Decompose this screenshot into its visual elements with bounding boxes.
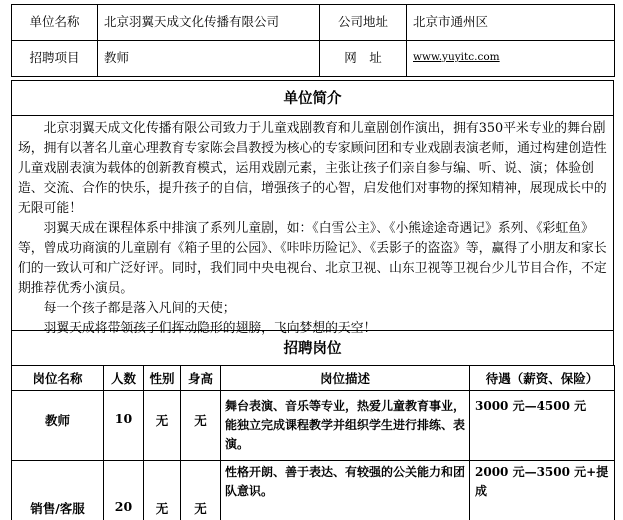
job-description: 舞台表演、音乐等专业，热爱儿童教育事业，能独立完成课程教学并组织学生进行排练、表演。	[221, 391, 470, 461]
job-description: 性格开朗、善于表达、有较强的公关能力和团队意识。	[221, 461, 470, 520]
intro-paragraph: 每一个孩子都是落入凡间的天使；	[43, 301, 236, 316]
company-info-row	[12, 5, 615, 41]
job-height: 无	[181, 391, 221, 461]
jobs-header-row	[12, 366, 615, 391]
header-height: 身高	[181, 366, 221, 391]
address-value: 北京市通州区	[407, 5, 615, 41]
position-label: 招聘项目	[12, 41, 98, 77]
website-label: 网 址	[320, 41, 407, 77]
jobs-section-header	[11, 330, 614, 366]
job-pay: 2000 元—3500 元+提成	[470, 461, 615, 520]
header-job-name: 岗位名称	[12, 366, 104, 391]
company-info-table	[11, 4, 615, 77]
website-link[interactable]: www.yuyitc.com	[413, 51, 500, 63]
intro-title: 单位简介	[12, 81, 613, 116]
job-name: 教师	[12, 391, 104, 461]
jobs-table	[11, 365, 615, 520]
intro-paragraph: 羽翼天成将带领孩子们挥动隐形的翅膀，飞向梦想的天空！	[43, 321, 377, 336]
address-label: 公司地址	[320, 5, 407, 41]
job-gender: 无	[144, 391, 181, 461]
company-intro-section	[11, 80, 614, 345]
company-name-value: 北京羽翼天成文化传播有限公司	[98, 5, 320, 41]
header-gender: 性别	[144, 366, 181, 391]
website-cell	[407, 41, 615, 77]
job-count: 20	[104, 461, 144, 520]
intro-paragraph: 北京羽翼天成文化传播有限公司致力于儿童戏剧教育和儿童剧创作演出，拥有350平米专业的舞台剧场，拥有以著名儿童心理教育专家陈会昌教授为核心的专家顾问团和专业戏剧表演老师，通过构建创造性儿童戏剧表演为载体的创新教育模式，运用戏剧元素，主张让孩子们亲自参与编、听、说、演；体验创造、交流、合作的快乐，提升孩子的自信，增强孩子的心智，启发他们对事物的探知精神，展现成长中的无限可能！	[18, 121, 607, 216]
intro-paragraph: 羽翼天成在课程体系中排演了系列儿童剧，如：《白雪公主》、《小熊途途奇遇记》系列、《彩虹鱼》等，曾成功商演的儿童剧有《箱子里的公园》、《咔咔历险记》、《丢影子的盗盗》等，赢得了小朋友和家长们的一致认可和广泛好评。同时，我们同中央电视台、北京卫视、山东卫视等卫视台少儿节目合作，不定期推荐优秀小演员。	[18, 221, 607, 296]
header-count: 人数	[104, 366, 144, 391]
company-name-label: 单位名称	[12, 5, 98, 41]
table-row	[12, 391, 615, 461]
header-description: 岗位描述	[221, 366, 470, 391]
job-pay: 3000 元—4500 元	[470, 391, 615, 461]
intro-body	[12, 116, 613, 345]
job-gender: 无	[144, 461, 181, 520]
header-pay: 待遇（薪资、保险）	[470, 366, 615, 391]
job-height: 无	[181, 461, 221, 520]
job-name: 销售/客服	[12, 461, 104, 520]
position-info-row	[12, 41, 615, 77]
table-row	[12, 461, 615, 520]
jobs-title: 招聘岗位	[12, 331, 613, 366]
job-count: 10	[104, 391, 144, 461]
position-value: 教师	[98, 41, 320, 77]
